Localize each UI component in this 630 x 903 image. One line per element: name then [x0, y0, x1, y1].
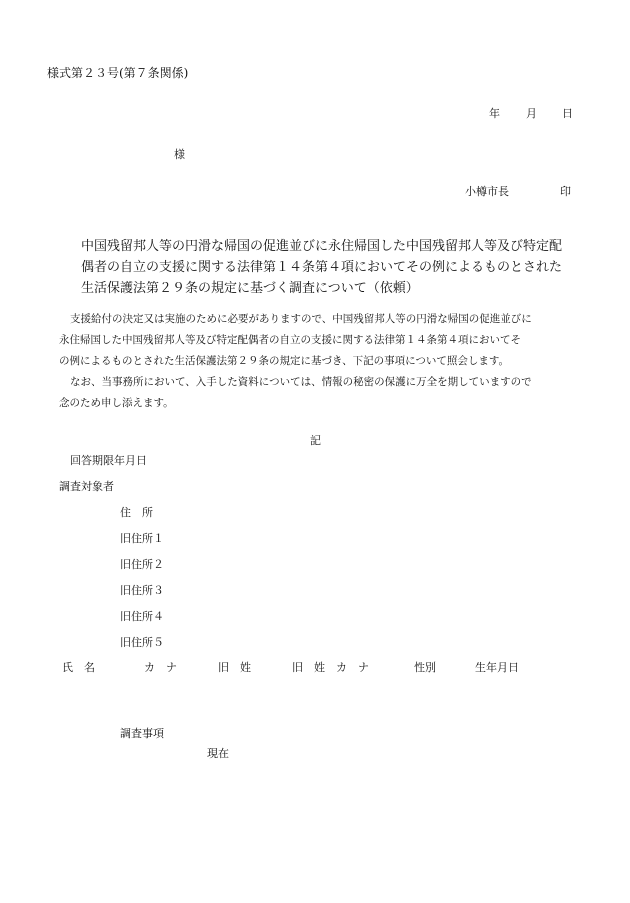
header-gender: 性別 [414, 661, 436, 674]
seal-mark: 印 [560, 185, 571, 198]
body-line: の例によるものとされた生活保護法第２９条の規定に基づき、下記の事項について照会します。 [59, 355, 510, 367]
form-number: 様式第２３号(第７条関係) [47, 66, 189, 80]
header-kana: カ ナ [144, 661, 177, 674]
date-year: 年 [489, 107, 500, 120]
addressee-suffix: 様 [174, 148, 185, 161]
header-name: 氏 名 [62, 661, 95, 674]
body-line: 念のため申し添えます。 [59, 397, 174, 409]
ki-heading: 記 [310, 434, 321, 447]
items-label: 調査事項 [120, 727, 164, 740]
address-label: 旧住所３ [120, 584, 164, 597]
header-birthdate: 生年月日 [475, 661, 519, 674]
sender-name: 小樽市長 [465, 185, 509, 198]
address-label: 住 所 [120, 506, 153, 519]
address-label: 旧住所４ [120, 610, 164, 623]
document-title [81, 236, 562, 299]
header-former-surname: 旧 姓 [218, 661, 251, 674]
date-month: 月 [526, 107, 537, 120]
current-label: 現在 [207, 747, 229, 760]
body-line: 支援給付の決定又は実施のために必要がありますので、中国残留邦人等の円滑な帰国の促進並びに [70, 313, 532, 325]
title-line: 偶者の自立の支援に関する法律第１４条第４項においてその例によるものとされた [81, 260, 563, 275]
body-line: 永住帰国した中国残留邦人等及び特定配偶者の自立の支援に関する法律第１４条第４項においてそ [59, 334, 521, 346]
address-label: 旧住所２ [120, 558, 164, 571]
address-label: 旧住所５ [120, 636, 164, 649]
title-line: 生活保護法第２９条の規定に基づく調査について（依頼） [81, 281, 419, 296]
date-day: 日 [562, 107, 573, 120]
header-former-surname-kana: 旧 姓 カ ナ [292, 661, 369, 674]
subject-label: 調査対象者 [59, 480, 114, 493]
body-line: なお、当事務所において、入手した資料については、情報の秘密の保護に万全を期していますので [70, 376, 532, 388]
title-line: 中国残留邦人等の円滑な帰国の促進並びに永住帰国した中国残留邦人等及び特定配 [81, 239, 563, 254]
address-label: 旧住所１ [120, 532, 164, 545]
deadline-label: 回答期限年月日 [70, 454, 147, 467]
